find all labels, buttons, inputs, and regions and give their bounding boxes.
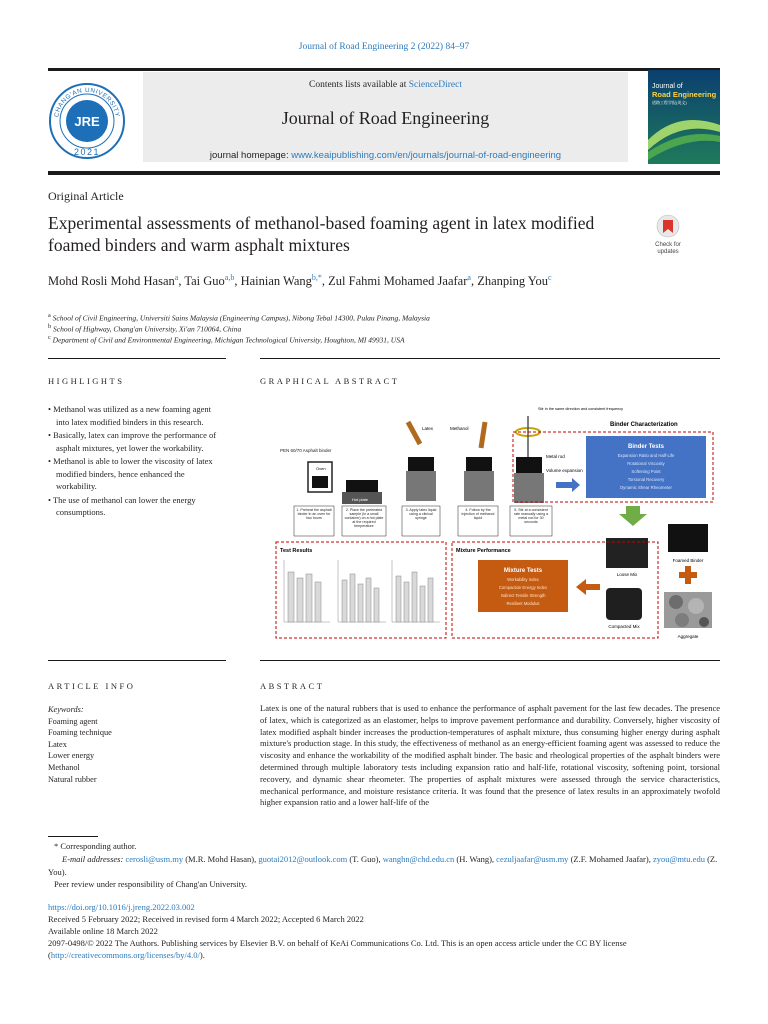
syringe-latex-icon xyxy=(408,422,420,444)
svg-text:Mixture Performance: Mixture Performance xyxy=(456,548,511,554)
svg-text:Hot plate: Hot plate xyxy=(352,497,369,502)
author-affiliation-marker[interactable]: a,b xyxy=(224,273,235,282)
highlights-list xyxy=(48,403,226,520)
svg-text:Oven: Oven xyxy=(316,466,326,471)
step-2-text: 2. Place the preheated sample (in a small container) on a hot plate at the required temperature xyxy=(344,508,384,528)
svg-text:Binder Characterization: Binder Characterization xyxy=(610,422,678,428)
email-label: E-mail addresses: xyxy=(62,854,126,864)
logo-year: 2021 xyxy=(73,147,101,157)
author-name[interactable]: Zhanping You xyxy=(477,274,549,289)
svg-text:Mixture Tests: Mixture Tests xyxy=(503,568,543,574)
received-dates: Received 5 February 2022; Received in revised form 4 March 2022; Accepted 6 March 2022 xyxy=(48,914,364,924)
graphical-abstract-heading: GRAPHICAL ABSTRACT xyxy=(260,376,400,386)
logo-ring-text: CHANG'AN UNIVERSITY xyxy=(53,86,121,118)
article-info-rule xyxy=(48,660,226,661)
svg-text:Check for: Check for xyxy=(655,242,681,248)
journal-cover-image[interactable] xyxy=(648,70,720,164)
highlight-item: • Methanol was utilized as a new foaming agent into latex modified binders in this research. xyxy=(48,404,212,427)
keyword-item: Methanol xyxy=(48,762,80,772)
journal-reference[interactable]: Journal of Road Engineering 2 (2022) 84–97 xyxy=(298,42,470,52)
svg-text:Latex: Latex xyxy=(422,426,434,431)
license-link[interactable]: http://creativecommons.org/licenses/by/4.0/ xyxy=(50,950,200,960)
step-1-text: 1. Preheat the asphalt binder in an oven for two hours xyxy=(296,508,332,520)
svg-text:Test Results: Test Results xyxy=(280,548,313,554)
author-list: Mohd Rosli Mohd Hasan$^a$, Tai Guo$^{a,b}$, Hainian Wang$^{b,*}$, Zul Fahmi Mohamed Jaafar$^a$, Zhanping You$^c$ xyxy=(48,273,552,289)
svg-text:Aggregate: Aggregate xyxy=(677,634,699,639)
author-affiliation-marker[interactable]: a xyxy=(467,273,471,282)
affiliation-b: $^b$ School of Highway, Chang'an University, Xi'an 710064, China xyxy=(48,323,242,334)
jre-logo xyxy=(48,82,126,160)
highlight-item: • Basically, latex can improve the performance of asphalt mixtures, yet lower the workability. xyxy=(48,430,217,453)
pen-label: PEN 60/70 Asphalt binder xyxy=(280,448,332,453)
mini-chart-3 xyxy=(392,560,440,622)
doi-link[interactable]: https://doi.org/10.1016/j.jreng.2022.03.002 xyxy=(48,902,195,912)
license-text: 2097-0498/© 2022 The Authors. Publishing services by Elsevier B.V. on behalf of KeAi Communications Co. Ltd. This is an open access article under the CC BY license (http://creativecommons.org/licenses/by/4.0/). xyxy=(48,938,627,960)
journal-homepage: journal homepage: www.keaipublishing.com/en/journals/journal-of-road-engineering xyxy=(209,150,562,161)
svg-text:Binder Tests: Binder Tests xyxy=(628,444,664,450)
svg-text:Torsional Recovery: Torsional Recovery xyxy=(627,477,665,482)
step-3-text: 3. Apply latex liquid using a clinical syringe xyxy=(405,508,437,520)
highlight-item: • Methanol is able to lower the viscosity of latex modified binders, hence enhanced the workability. xyxy=(48,456,213,491)
peer-review-note: Peer review under responsibility of Chang'an University. xyxy=(54,879,247,889)
footnote-rule xyxy=(48,836,98,837)
cover-line2: Road Engineering xyxy=(652,90,717,99)
svg-text:Indirect Tensile Strength: Indirect Tensile Strength xyxy=(500,593,546,598)
keyword-item: Foaming technique xyxy=(48,728,112,738)
svg-text:Compacted Mix: Compacted Mix xyxy=(608,624,640,629)
available-online: Available online 18 March 2022 xyxy=(48,926,158,936)
svg-text:Foamed Binder: Foamed Binder xyxy=(672,558,704,563)
svg-text:Loose Mix: Loose Mix xyxy=(616,572,638,577)
article-info-heading: ARTICLE INFO xyxy=(48,681,136,691)
compacted-mix-image xyxy=(606,588,642,620)
svg-text:Softening Point: Softening Point xyxy=(631,469,661,474)
arrow-right-icon xyxy=(556,478,580,492)
author-name[interactable]: Mohd Rosli Mohd Hasan xyxy=(48,274,175,289)
svg-text:Volume expansion: Volume expansion xyxy=(546,468,583,473)
highlight-item: • The use of methanol can lower the energy consumptions. xyxy=(48,494,196,517)
abstract-heading: ABSTRACT xyxy=(260,681,325,691)
author-affiliation-marker[interactable]: c xyxy=(548,273,552,282)
header-top-rule xyxy=(48,68,720,71)
keyword-item: Latex xyxy=(48,739,67,749)
cover-line1: Journal of xyxy=(652,83,683,90)
syringe-methanol-icon xyxy=(481,422,485,448)
article-title: Experimental assessments of methanol-based foaming agent in latex modified foamed binders and warm asphalt mixtures xyxy=(48,213,595,255)
email-link[interactable]: cerosli@usm.my xyxy=(125,854,184,864)
highlights-heading: HIGHLIGHTS xyxy=(48,376,125,386)
cover-line3: 道路工程学报(英文) xyxy=(652,100,687,105)
abstract-rule xyxy=(260,660,720,661)
mini-chart-2 xyxy=(338,560,386,622)
arrow-left-icon xyxy=(576,579,600,595)
highlights-rule xyxy=(48,358,226,359)
keywords-block xyxy=(48,704,112,785)
journal-title: Journal of Road Engineering xyxy=(281,108,490,128)
svg-text:Methanol: Methanol xyxy=(450,426,469,431)
email-link[interactable]: wanghn@chd.edu.cn xyxy=(382,854,455,864)
abstract-text: Latex is one of the natural rubbers that is used to enhance the performance of asphalt pavement for the last few decades. The presence of latex, which is categorized as an elastomer, helps to improve pavement performance and durability. Conversely, higher viscosity of latex modified asphalt binder increases the production-temperatures of asphalt mixture, thus consuming higher energy during asphalt mixture's production stage. In this study, the effectiveness of methanol as an energy-efficient foaming agent was assessed to reduce the viscosity and enhance the workability of the modified asphalt binder. The basic and rheological properties of the asphalt binders were determined through multiple laboratory tests including expansion ratio and half-life, rotational viscosity, softening point, torsional recovery, and dynamic shear rheometer. The properties of asphalt mixtures were assessed through the service characteristics, mechanical performance, and moisture resistance criteria. It was found that the presence of latex results in an approximately twofold higher expansion ratio and a lower half-life of the xyxy=(260,703,720,808)
email-link[interactable]: cezuljaafar@usm.my xyxy=(496,854,569,864)
svg-text:Rotational Viscosity: Rotational Viscosity xyxy=(627,461,665,466)
email-link[interactable]: zyou@mtu.edu xyxy=(652,854,705,864)
header-bottom-rule xyxy=(48,171,720,175)
foamed-binder-image xyxy=(668,524,708,552)
svg-text:Stir in the same direction and: Stir in the same direction and consistent frequency xyxy=(538,407,624,411)
keywords-label: Keywords: xyxy=(48,705,84,714)
graphical-abstract-figure xyxy=(260,402,720,642)
svg-text:Dynamic Shear Rheometer: Dynamic Shear Rheometer xyxy=(620,485,672,490)
arrow-down-icon xyxy=(619,506,647,526)
step-4-text: 4. Follow by the injection of methanol liquid xyxy=(461,508,495,520)
author-name[interactable]: Zul Fahmi Mohamed Jaafar xyxy=(328,274,468,289)
sciencedirect-link[interactable]: ScienceDirect xyxy=(408,80,462,90)
author-name[interactable]: Tai Guo xyxy=(184,274,225,289)
email-link[interactable]: guotai2012@outlook.com xyxy=(258,854,348,864)
svg-text:Compaction Energy Index: Compaction Energy Index xyxy=(498,585,548,590)
keyword-item: Natural rubber xyxy=(48,774,97,784)
homepage-link[interactable]: www.keaipublishing.com/en/journals/journal-of-road-engineering xyxy=(291,150,562,161)
hot-plate-icon xyxy=(346,480,378,492)
plus-icon xyxy=(679,566,697,584)
author-name[interactable]: Hainian Wang xyxy=(240,274,312,289)
email-addresses: E-mail addresses: cerosli@usm.my (M.R. Mohd Hasan), guotai2012@outlook.com (T. Guo), wanghn@chd.edu.cn (H. Wang), cezuljaafar@usm.my (Z.F. Mohamed Jaafar), zyou@mtu.edu (Z. You). xyxy=(48,854,718,877)
corresponding-author-note: * Corresponding author. xyxy=(54,841,137,851)
svg-text:Expansion Ratio and Half-Life: Expansion Ratio and Half-Life xyxy=(617,453,675,458)
article-type: Original Article xyxy=(48,189,124,203)
svg-text:updates: updates xyxy=(657,249,679,255)
author-affiliation-marker[interactable]: b,* xyxy=(311,273,322,282)
contents-line: Contents lists available at ScienceDirect xyxy=(308,80,462,90)
affiliation-a: $^a$ School of Civil Engineering, Universiti Sains Malaysia (Engineering Campus), Nibong Tebal 14300, Pulau Pinang, Malaysia xyxy=(48,312,430,323)
mini-chart-1 xyxy=(284,560,330,622)
keyword-item: Foaming agent xyxy=(48,716,98,726)
check-for-updates-badge[interactable] xyxy=(648,212,688,258)
affiliation-c: $^c$ Department of Civil and Environmental Engineering, Michigan Technological University, Houghton, MI 49931, USA xyxy=(48,334,405,345)
svg-text:Resilient Modulus: Resilient Modulus xyxy=(506,601,540,606)
step-5-text: 5. Stir at a consistent rate manually using a metal rod for 30 seconds xyxy=(513,508,549,524)
keyword-item: Lower energy xyxy=(48,751,95,761)
author-affiliation-marker[interactable]: a xyxy=(174,273,179,282)
svg-text:Metal rod: Metal rod xyxy=(546,454,565,459)
graphical-abstract-rule xyxy=(260,358,720,359)
logo-initials: JRE xyxy=(74,114,100,129)
svg-text:Workability Index: Workability Index xyxy=(507,577,539,582)
